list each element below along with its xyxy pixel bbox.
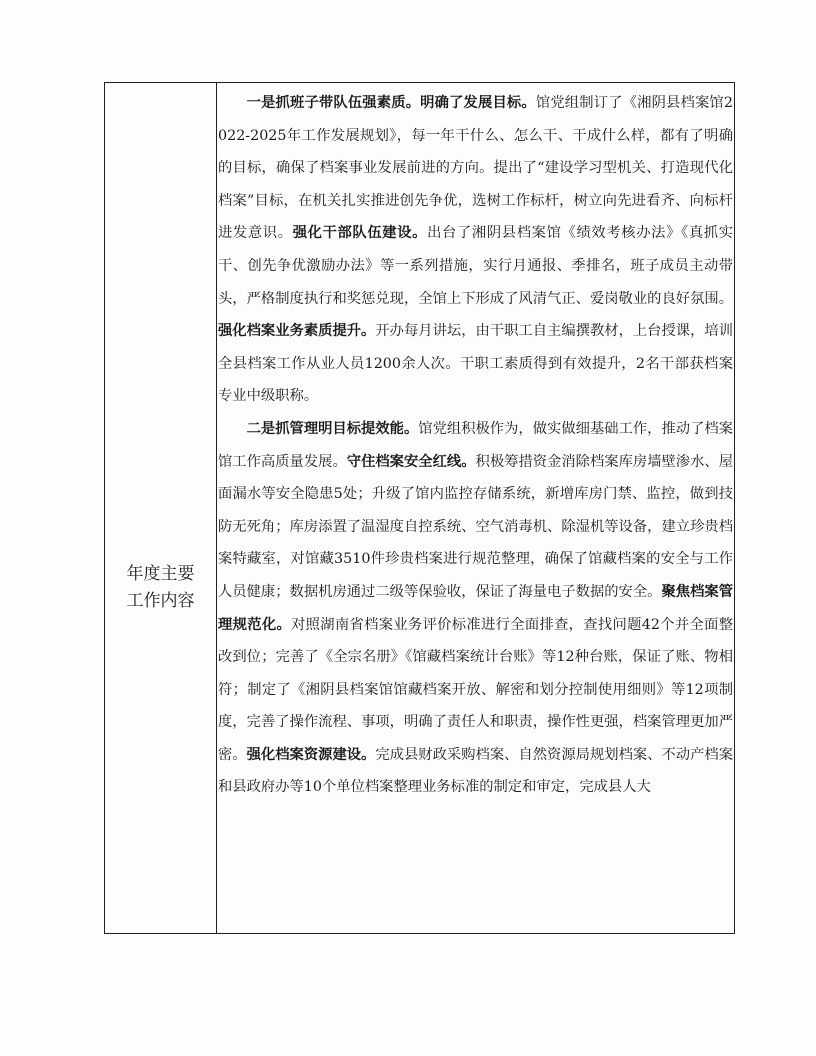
row-label-line-1: 年度主要 [126,564,195,584]
para2-subheading-standard: 聚焦档案管理规范化。 [218,583,734,633]
para2-heading: 二是抓管理明目标提效能。 [246,420,419,437]
para1-text-3: 开办每月讲坛，由干职工自主编撰教材，上台授课，培训全县档案工作从业人员1200余人次。干职工素质得到有效提升，2名干部获档案专业中级职称。 [218,323,734,405]
para2-text-3: 对照湖南省档案业务评价标准进行全面排查，查找问题42个并全面整改到位；完善了《全宗名册》《馆藏档案统计台账》等12种台账，保证了账、物相符；制定了《湘阴县档案馆馆藏档案开放、解密和划分控制使用细则》等12项制度，完善了操作流程、事项，明确了责任人和职责，操作性更强，档案管理更加严密。 [218,616,733,763]
row-label-line-2: 工作内容 [126,591,195,611]
paragraph-team-building [218,87,733,413]
para2-text-2: 积极筹措资金消除档案库房墙壁渗水、屋面漏水等安全隐患5处；升级了馆内监控存储系统，新增库房门禁、监控，做到技防无死角；库房添置了温湿度自控系统、空气消毒机、除湿机等设备，建立珍贵档案特藏室，对馆藏3510件珍贵档案进行规范整理，确保了馆藏档案的安全与工作人员健康；数据机房通过二级等保验收，保证了海量电子数据的安全。 [218,453,734,600]
para2-subheading-safety: 守住档案安全红线。 [346,453,476,470]
work-content-cell [218,87,733,804]
para2-subheading-resources: 强化档案资源建设。 [246,746,376,763]
para1-subheading-quality: 强化档案业务素质提升。 [218,323,376,340]
paragraph-management [218,413,733,804]
row-label [105,561,216,615]
para1-heading: 一是抓班子带队伍强素质。 [246,95,421,111]
para2-text-4: 完成县财政采购档案、自然资源局规划档案、不动产档案和县政府办等10个单位档案整理业务标准的制定和审定，完成县人大 [218,746,734,796]
column-divider [216,83,217,933]
para1-subheading-goals: 明确了发展目标。 [420,95,536,111]
para1-text-1: 馆党组制订了《湘阴县档案馆2022-2025年工作发展规划》，每一年干什么、怎么干、干成什么样，都有了明确的目标，确保了档案事业发展前进的方向。提出了“建设学习型机关、打造现代化档案”目标，在机关扎实推进创先争优，选树工作标杆，树立向先进看齐、向标杆进发意识。 [218,95,733,242]
para2-text-1: 馆党组积极作为，做实做细基础工作，推动了档案馆工作高质量发展。 [218,420,734,470]
para1-subheading-cadres: 强化干部队伍建设。 [292,225,428,242]
para1-text-2: 出台了湘阴县档案馆《绩效考核办法》《真抓实干、创先争优激励办法》等一系列措施，实行月通报、季排名，班子成员主动带头，严格制度执行和奖惩兑现，全馆上下形成了风清气正、爱岗敬业的良好氛围。 [218,225,734,307]
work-content-table [104,82,735,934]
